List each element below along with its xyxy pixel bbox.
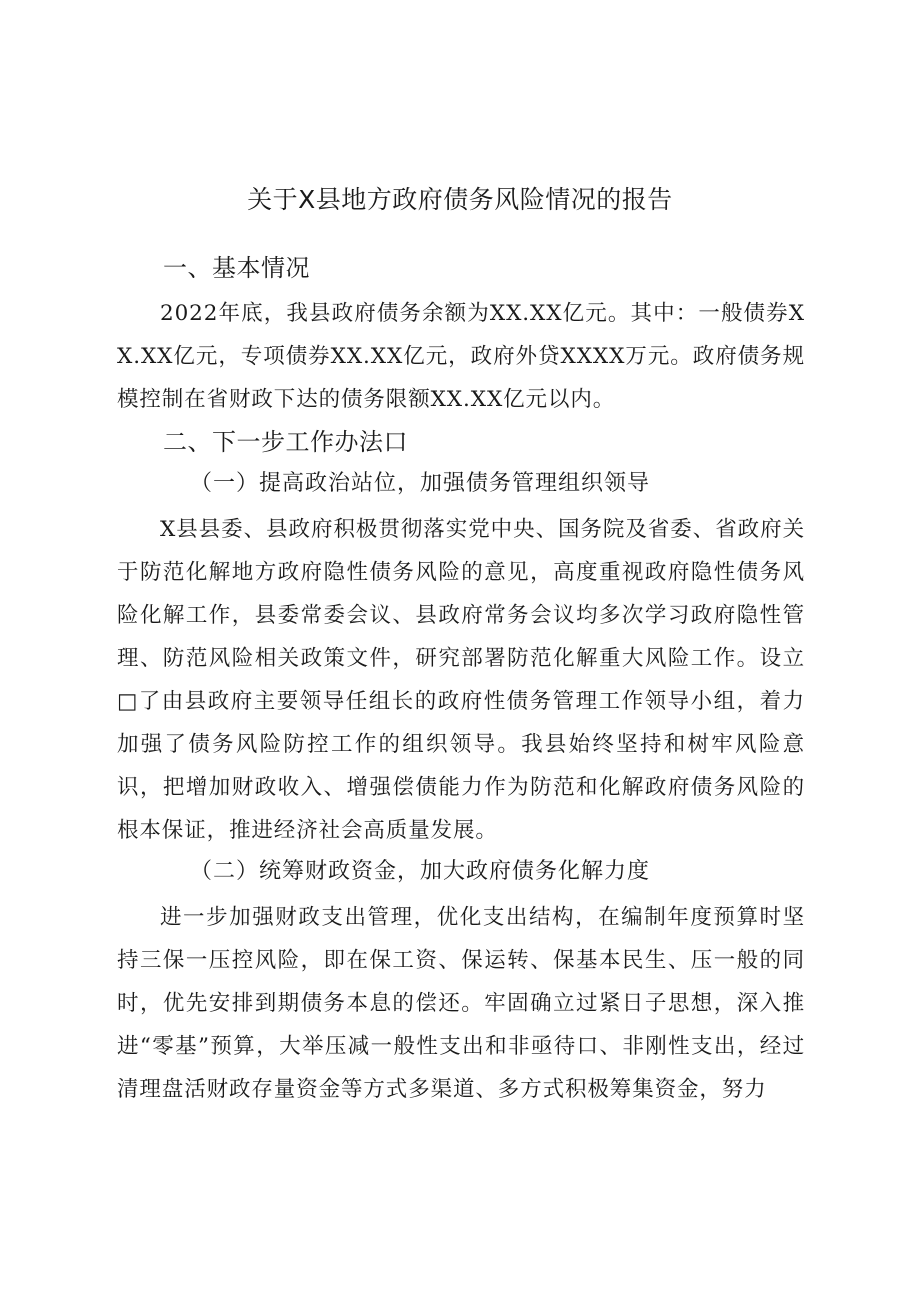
paragraph-fiscal-funds: 进一步加强财政支出管理，优化支出结构，在编制年度预算时坚持三保一压控风险，即在保工资、保运转、保基本民生、压一般的同时，优先安排到期债务本息的偿还。牢固确立过紧日子思想，深入推进“零基”预算，大举压减一般性支出和非亟待口、非刚性支出，经过清理盘活财政存量资金等方式多渠道、多方式积极筹集资金，努力 [117,905,805,1102]
section-heading-basic-situation: 一、基本情况 [163,254,310,282]
paragraph-political-standing: X县县委、县政府积极贯彻落实党中央、国务院及省委、省政府关于防范化解地方政府隐性债务风险的意见，高度重视政府隐性债务风险化解工作，县委常委会议、县政府常务会议均多次学习政府隐性管理、防范风险相关政策文件，研究部署防范化解重大风险工作。设立□了由县政府主要领导任组长的政府性债务管理工作领导小组，着力加强了债务风险防控工作的组织领导。我县始终坚持和树牢风险意识，把增加财政收入、增强偿债能力作为防范和化解政府债务风险的根本保证，推进经济社会高质量发展。 [117,517,805,843]
paragraph-basic-situation: 2022年底，我县政府债务余额为XX.XX亿元。其中：一般债券XX.XX亿元，专项债券XX.XX亿元，政府外贷XXXX万元。政府债务规模控制在省财政下达的债务限额XX.XX亿元以内。 [117,301,805,412]
document-title: 关于X县地方政府债务风险情况的报告 [247,185,673,214]
section-heading-next-steps: 二、下一步工作办法口 [163,428,408,456]
subsection-heading-fiscal-funds: （二）统筹财政资金，加大政府债务化解力度 [190,859,651,884]
subsection-heading-political-standing: （一）提高政治站位，加强债务管理组织领导 [190,471,651,496]
